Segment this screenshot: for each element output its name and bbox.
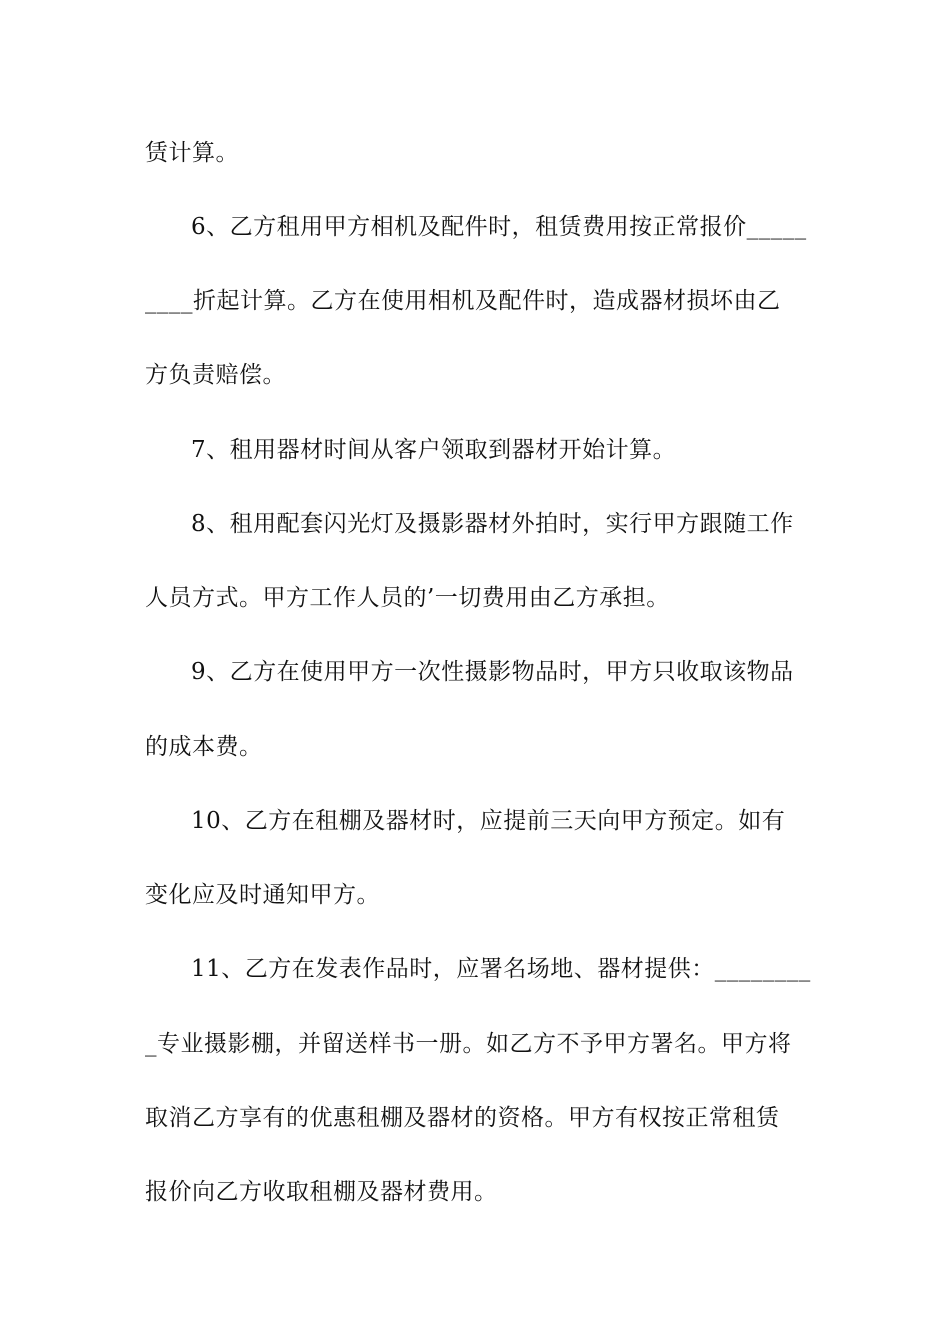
clause-6-line-3: 方负责赔偿。	[145, 362, 286, 388]
clause-6-line-2: ____折起计算。乙方在使用相机及配件时，造成器材损坏由乙	[145, 288, 781, 314]
clause-11-line-4: 报价向乙方收取租棚及器材费用。	[145, 1179, 498, 1205]
clause-11-line-1: 11、乙方在发表作品时，应署名场地、器材提供：________	[191, 956, 811, 982]
clause-8-line-2: 人员方式。甲方工作人员的’一切费用由乙方承担。	[145, 585, 670, 611]
clause-9-line-2: 的成本费。	[145, 734, 263, 760]
clause-11-line-3: 取消乙方享有的优惠租棚及器材的资格。甲方有权按正常租赁	[145, 1105, 780, 1131]
clause-7-line-1: 7、租用器材时间从客户领取到器材开始计算。	[191, 437, 677, 463]
clause-8-line-1: 8、租用配套闪光灯及摄影器材外拍时，实行甲方跟随工作	[191, 511, 794, 537]
clause-11-line-2: _专业摄影棚，并留送样书一册。如乙方不予甲方署名。甲方将	[145, 1031, 792, 1057]
clause-10-line-1: 10、乙方在租棚及器材时，应提前三天向甲方预定。如有	[191, 808, 786, 834]
text-line: 赁计算。	[145, 140, 239, 166]
clause-10-line-2: 变化应及时通知甲方。	[145, 882, 380, 908]
clause-9-line-1: 9、乙方在使用甲方一次性摄影物品时，甲方只收取该物品	[191, 659, 794, 685]
clause-6-line-1: 6、乙方租用甲方相机及配件时，租赁费用按正常报价_____	[191, 214, 807, 240]
